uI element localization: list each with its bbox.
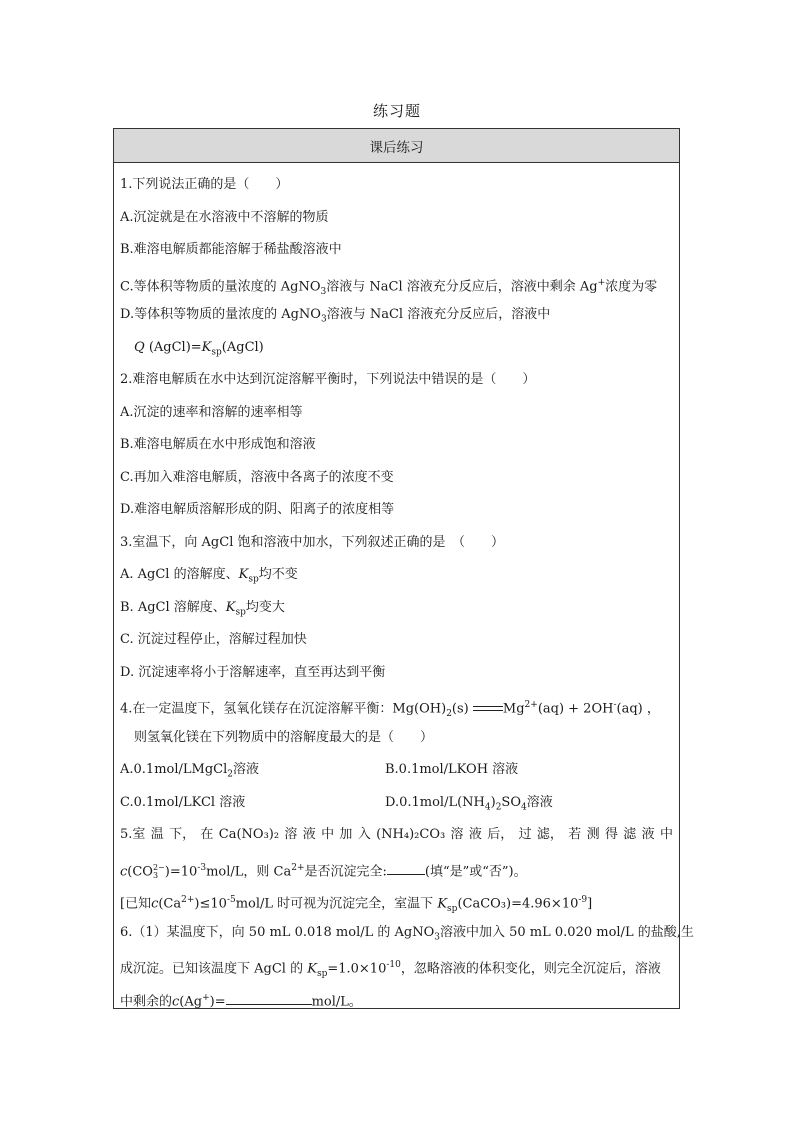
q6-stem-line3: 中剩余的c(Ag+)= mol/L。: [120, 993, 362, 1010]
exercise-sheet: [113, 128, 694, 1010]
q6-stem: 6.（1）某温度下，向 50 mL 0.018 mol/L 的 AgNO$_3$溶液中加入 50 mL 0.020 mol/L 的盐酸,生: [120, 925, 694, 943]
q5-note: [已知$c(Ca^{2+})\le 10^{-5}mol/L$ 时可视为沉淀完全，室温下 $K_{sp}(CaCO_3)=4.96\times 10^{-9}$]: [120, 895, 593, 914]
q1-option-d-cont: Q $(AgCl)=K_{sp}(AgCl)$: [134, 340, 264, 358]
q2-option-b: B.难溶电解质在水中形成饱和溶液: [120, 437, 316, 452]
page-title: 练习题: [372, 102, 421, 120]
q4-option-c: C.0.1mol/LKCl 溶液: [120, 795, 246, 810]
q1-option-d: D.等体积等物质的量浓度的 AgNO$_3$溶液与 NaCl 溶液充分反应后，溶液中: [120, 307, 551, 325]
q3-option-b: B. AgCl 溶解度、$K_{sp}$均变大: [120, 600, 285, 618]
q3-option-c: C. 沉淀过程停止，溶解过程加快: [120, 632, 307, 647]
q5-stem-cont: c(CO 2− 3 )$=10^{-3}mol/L$，则 $Ca^{2+}$是否沉淀完全: (填“是”或“否”)。: [120, 862, 527, 880]
q2-option-c: C.再加入难溶电解质，溶液中各离子的浓度不变: [120, 470, 394, 485]
q5-answer-blank[interactable]: [387, 862, 425, 875]
q4-options-row2: [120, 794, 673, 812]
q4-option-d: $D.0.1mol/L(NH_4)_2SO_4$溶液: [385, 795, 553, 813]
q2-stem: 2.难溶电解质在水中达到沉淀溶解平衡时，下列说法中错误的是（ ）: [120, 372, 536, 387]
q1-option-a: A.沉淀就是在水溶液中不溶解的物质: [120, 210, 329, 225]
q4-stem: 4.在一定温度下，氢氧化镁存在沉淀溶解平衡：$Mg(OH)_2(s) Mg^{2+}(aq) + 2OH^-(aq)$ ，: [120, 700, 660, 719]
q1-stem: 1.下列说法正确的是（ ）: [120, 177, 289, 192]
q3-option-a: A. AgCl 的溶解度、$K_{sp}$均不变: [120, 567, 298, 585]
q5-stem: 5.室 温 下， 在 Ca(NO₃)₂ 溶 液 中 加 入 (NH₄)₂CO₃ 溶 液 后， 过 滤， 若 测 得 滤 液 中: [120, 827, 673, 842]
q4-stem-cont: 则氢氧化镁在下列物质中的溶解度最大的是（ ）: [134, 730, 434, 745]
q2-option-a: A.沉淀的速率和溶解的速率相等: [120, 405, 303, 420]
section-header: 课后练习: [114, 129, 679, 163]
q4-option-a: A.0.1mol/LMgCl$_2$溶液: [120, 762, 260, 780]
equilibrium-arrow-icon: [473, 704, 503, 714]
q1-option-b: B.难溶电解质都能溶解于稀盐酸溶液中: [120, 242, 342, 257]
q6-stem-line2: 成沉淀。已知该温度下 AgCl 的 $K_{sp}=1.0\times 10^{-10}$，忽略溶液的体积变化，则完全沉淀后，溶液: [120, 960, 661, 979]
q1-option-c: C.等体积等物质的量浓度的 AgNO$_3$溶液与 NaCl 溶液充分反应后，溶液中剩余 Ag+浓度为零: [120, 278, 658, 297]
q6-answer-blank[interactable]: [226, 992, 312, 1005]
q3-option-d: D. 沉淀速率将小于溶解速率，直至再达到平衡: [120, 665, 386, 680]
q4-options-row1: [120, 761, 673, 784]
q4-option-b: B.0.1mol/LKOH 溶液: [385, 762, 519, 777]
q2-option-d: D.难溶电解质溶解形成的阴、阳离子的浓度相等: [120, 502, 395, 517]
q3-stem: 3.室温下，向 AgCl 饱和溶液中加水，下列叙述正确的是 （ ）: [120, 535, 504, 550]
